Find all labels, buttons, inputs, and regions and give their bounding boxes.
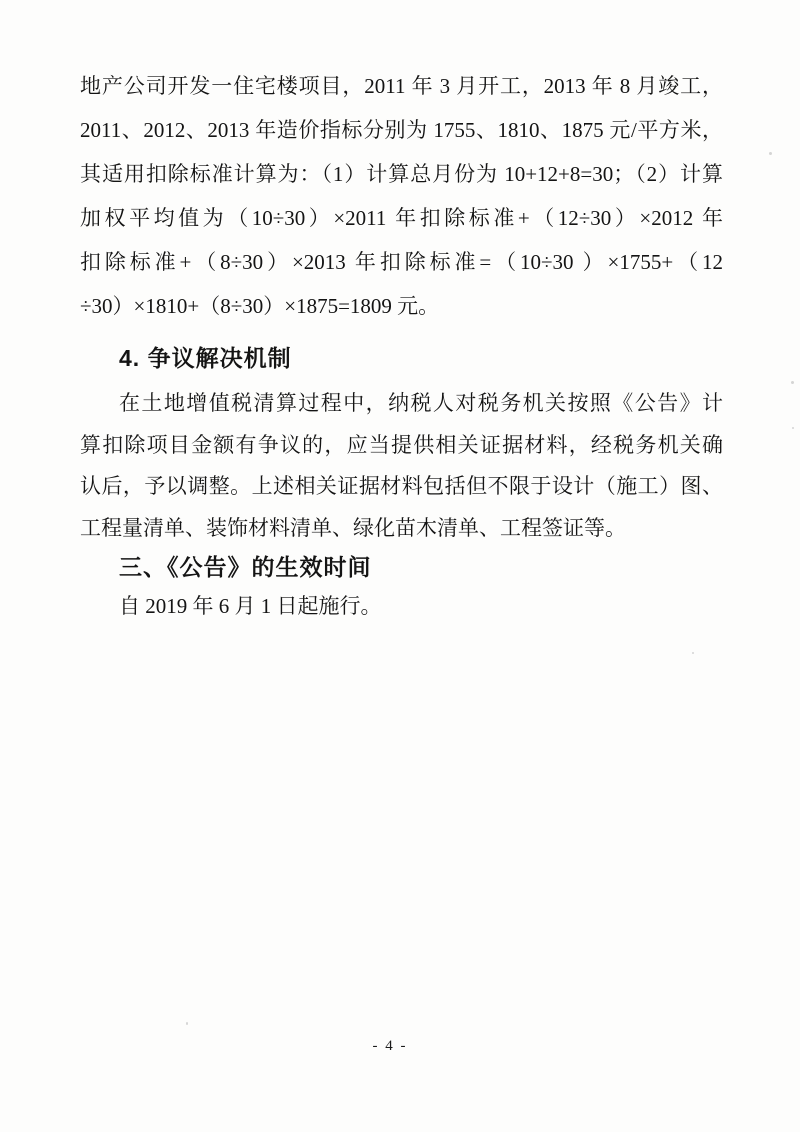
scan-speck [769,152,772,155]
scan-speck [792,427,794,429]
paragraph-dispute-resolution [80,383,723,549]
text-line: 自 2019 年 6 月 1 日起施行。 [119,594,382,618]
text-line: 2011、2012、2013 年造价指标分别为 1755、1810、1875 元/平方米， [80,118,723,142]
text-line: 加权平均值为（10÷30）×2011 年扣除标准+（12÷30）×2012 年 [80,206,723,230]
paragraph-effective-date [80,586,723,628]
page-number: - 4 - [372,1038,408,1054]
text-line: 在土地增值税清算过程中，纳税人对税务机关按照《公告》计 [119,391,723,415]
scan-speck [186,1022,188,1025]
scan-speck [791,381,794,384]
text-line: 工程量清单、装饰材料清单、绿化苗木清单、工程签证等。 [80,515,626,540]
text-line: 其适用扣除标准计算为：（1）计算总月份为 10+12+8=30；（2）计算 [80,162,723,186]
text-line: ÷30）×1810+（8÷30）×1875=1809 元。 [80,294,440,318]
text-line: 地产公司开发一住宅楼项目，2011 年 3 月开工，2013 年 8 月竣工， [80,74,723,98]
section-heading-effective-date: 三、《公告》的生效时间 [119,554,372,580]
scan-speck [692,652,694,654]
text-line: 算扣除项目金额有争议的，应当提供相关证据材料，经税务机关确 [80,432,723,457]
text-line: 扣除标准+（8÷30）×2013 年扣除标准=（10÷30 ）×1755+（12 [80,250,723,274]
section-heading-dispute-resolution: 4. 争议解决机制 [119,345,292,371]
paragraph-calculation-example [80,64,723,328]
text-column [80,0,723,628]
text-line: 认后，予以调整。上述相关证据材料包括但不限于设计（施工）图、 [80,474,723,498]
